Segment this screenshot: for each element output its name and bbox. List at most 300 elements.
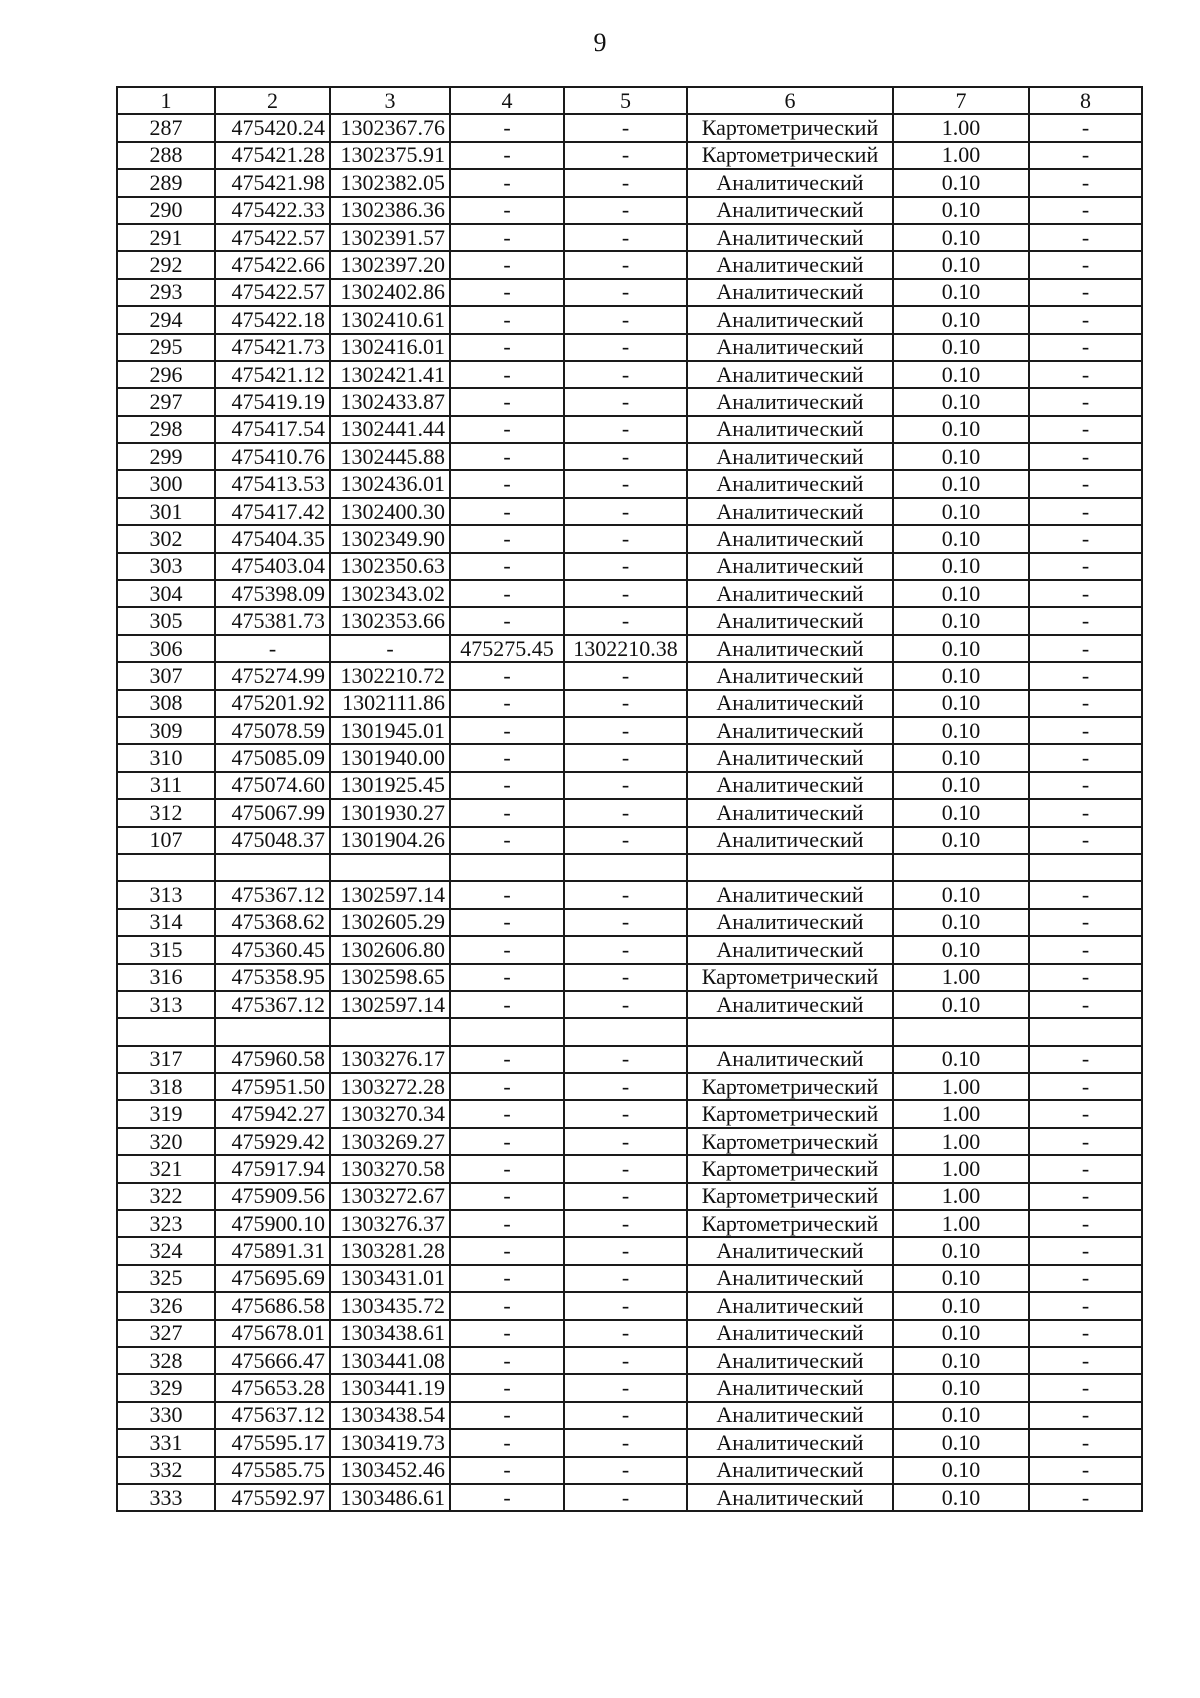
cell-point-number: 327	[117, 1320, 215, 1347]
table-row	[117, 1292, 1142, 1319]
cell-description: -	[1029, 662, 1142, 689]
cell-description: -	[1029, 1320, 1142, 1347]
cell-point-number: 325	[117, 1265, 215, 1292]
cell-accuracy: 0.10	[893, 251, 1029, 278]
cell-method: Аналитический	[687, 334, 893, 361]
cell-point-number: 295	[117, 334, 215, 361]
cell-method: Картометрический	[687, 1128, 893, 1155]
cell-x-coordinate: 475417.42	[215, 498, 330, 525]
cell-y-coordinate-new: -	[564, 580, 687, 607]
cell-description: -	[1029, 1347, 1142, 1374]
cell-y-coordinate: 1303431.01	[330, 1265, 450, 1292]
cell-point-number: 304	[117, 580, 215, 607]
cell-accuracy: 0.10	[893, 279, 1029, 306]
cell-x-coordinate: 475417.54	[215, 416, 330, 443]
cell-point-number: 305	[117, 607, 215, 634]
cell-method: Аналитический	[687, 1320, 893, 1347]
cell-x-coordinate: 475422.33	[215, 197, 330, 224]
cell-x-coordinate-new	[450, 1018, 564, 1045]
cell-method: Аналитический	[687, 936, 893, 963]
cell-y-coordinate-new: -	[564, 1100, 687, 1127]
cell-x-coordinate-new: -	[450, 251, 564, 278]
cell-x-coordinate: 475891.31	[215, 1237, 330, 1264]
cell-x-coordinate-new: -	[450, 1402, 564, 1429]
cell-y-coordinate: 1302606.80	[330, 936, 450, 963]
table-row	[117, 1429, 1142, 1456]
cell-accuracy	[893, 1018, 1029, 1045]
cell-accuracy: 0.10	[893, 1292, 1029, 1319]
cell-y-coordinate-new: -	[564, 443, 687, 470]
cell-description: -	[1029, 799, 1142, 826]
cell-method: Аналитический	[687, 361, 893, 388]
cell-x-coordinate-new: -	[450, 1429, 564, 1456]
cell-y-coordinate: 1302400.30	[330, 498, 450, 525]
cell-description: -	[1029, 1183, 1142, 1210]
table-row	[117, 114, 1142, 141]
cell-accuracy: 0.10	[893, 361, 1029, 388]
cell-x-coordinate: 475404.35	[215, 525, 330, 552]
cell-point-number: 312	[117, 799, 215, 826]
table-row	[117, 827, 1142, 854]
cell-x-coordinate-new: -	[450, 1320, 564, 1347]
table-row	[117, 1210, 1142, 1237]
cell-y-coordinate-new: -	[564, 142, 687, 169]
cell-x-coordinate-new: -	[450, 553, 564, 580]
cell-point-number: 324	[117, 1237, 215, 1264]
cell-point-number: 288	[117, 142, 215, 169]
cell-point-number: 298	[117, 416, 215, 443]
cell-description: -	[1029, 1484, 1142, 1511]
cell-description: -	[1029, 881, 1142, 908]
cell-accuracy: 0.10	[893, 197, 1029, 224]
cell-method: Аналитический	[687, 580, 893, 607]
table-row	[117, 936, 1142, 963]
cell-description: -	[1029, 525, 1142, 552]
cell-method: Аналитический	[687, 799, 893, 826]
table-row	[117, 1155, 1142, 1182]
cell-point-number: 107	[117, 827, 215, 854]
cell-point-number: 287	[117, 114, 215, 141]
table-row	[117, 580, 1142, 607]
cell-x-coordinate: 475695.69	[215, 1265, 330, 1292]
table-body	[117, 114, 1142, 1511]
cell-point-number: 301	[117, 498, 215, 525]
cell-x-coordinate: 475678.01	[215, 1320, 330, 1347]
cell-x-coordinate-new: -	[450, 1484, 564, 1511]
cell-point-number: 315	[117, 936, 215, 963]
cell-x-coordinate: 475410.76	[215, 443, 330, 470]
cell-description: -	[1029, 224, 1142, 251]
table-row	[117, 799, 1142, 826]
cell-method: Аналитический	[687, 251, 893, 278]
cell-x-coordinate: 475585.75	[215, 1457, 330, 1484]
cell-y-coordinate: 1303276.37	[330, 1210, 450, 1237]
cell-accuracy: 0.10	[893, 690, 1029, 717]
cell-x-coordinate-new: -	[450, 1292, 564, 1319]
cell-y-coordinate-new: -	[564, 1429, 687, 1456]
cell-x-coordinate-new: -	[450, 498, 564, 525]
cell-point-number: 306	[117, 635, 215, 662]
cell-description	[1029, 854, 1142, 881]
cell-y-coordinate: 1303270.34	[330, 1100, 450, 1127]
cell-accuracy: 0.10	[893, 443, 1029, 470]
table-row	[117, 169, 1142, 196]
cell-y-coordinate: 1303270.58	[330, 1155, 450, 1182]
table-row	[117, 388, 1142, 415]
cell-y-coordinate: 1302441.44	[330, 416, 450, 443]
cell-y-coordinate: 1301930.27	[330, 799, 450, 826]
table-row	[117, 1484, 1142, 1511]
cell-point-number: 328	[117, 1347, 215, 1374]
cell-y-coordinate: 1303276.17	[330, 1046, 450, 1073]
table-row	[117, 224, 1142, 251]
cell-method: Аналитический	[687, 224, 893, 251]
cell-x-coordinate: 475951.50	[215, 1073, 330, 1100]
cell-y-coordinate-new: -	[564, 1183, 687, 1210]
cell-point-number: 318	[117, 1073, 215, 1100]
header-cell-1: 1	[117, 87, 215, 114]
cell-x-coordinate-new: -	[450, 1347, 564, 1374]
cell-x-coordinate-new: -	[450, 334, 564, 361]
table-row	[117, 744, 1142, 771]
cell-x-coordinate: 475960.58	[215, 1046, 330, 1073]
cell-x-coordinate: 475398.09	[215, 580, 330, 607]
header-cell-5: 5	[564, 87, 687, 114]
cell-y-coordinate-new: -	[564, 416, 687, 443]
cell-y-coordinate: 1302391.57	[330, 224, 450, 251]
cell-method: Аналитический	[687, 607, 893, 634]
cell-accuracy: 0.10	[893, 1402, 1029, 1429]
cell-x-coordinate-new: -	[450, 827, 564, 854]
cell-method: Аналитический	[687, 279, 893, 306]
cell-y-coordinate-new: -	[564, 197, 687, 224]
cell-point-number: 294	[117, 306, 215, 333]
cell-y-coordinate: 1303281.28	[330, 1237, 450, 1264]
cell-x-coordinate: 475421.12	[215, 361, 330, 388]
cell-accuracy: 0.10	[893, 909, 1029, 936]
cell-method	[687, 1018, 893, 1045]
cell-description: -	[1029, 470, 1142, 497]
cell-y-coordinate-new: -	[564, 1237, 687, 1264]
cell-method: Картометрический	[687, 1100, 893, 1127]
table-row	[117, 553, 1142, 580]
table-row	[117, 1018, 1142, 1045]
cell-y-coordinate: 1302402.86	[330, 279, 450, 306]
cell-method: Аналитический	[687, 1402, 893, 1429]
cell-accuracy: 0.10	[893, 525, 1029, 552]
cell-y-coordinate: 1302433.87	[330, 388, 450, 415]
cell-y-coordinate: 1302382.05	[330, 169, 450, 196]
cell-description: -	[1029, 1457, 1142, 1484]
cell-accuracy: 0.10	[893, 553, 1029, 580]
cell-method: Аналитический	[687, 1457, 893, 1484]
cell-y-coordinate: 1302111.86	[330, 690, 450, 717]
cell-x-coordinate-new: -	[450, 580, 564, 607]
table-row	[117, 525, 1142, 552]
cell-description: -	[1029, 197, 1142, 224]
cell-y-coordinate-new: -	[564, 690, 687, 717]
cell-accuracy: 1.00	[893, 964, 1029, 991]
cell-y-coordinate: 1303435.72	[330, 1292, 450, 1319]
cell-y-coordinate-new: -	[564, 964, 687, 991]
cell-y-coordinate-new: -	[564, 498, 687, 525]
table-row	[117, 361, 1142, 388]
cell-y-coordinate: 1302421.41	[330, 361, 450, 388]
cell-x-coordinate-new: -	[450, 306, 564, 333]
cell-point-number: 296	[117, 361, 215, 388]
cell-x-coordinate-new: -	[450, 909, 564, 936]
cell-x-coordinate: 475909.56	[215, 1183, 330, 1210]
header-cell-3: 3	[330, 87, 450, 114]
cell-point-number: 311	[117, 772, 215, 799]
cell-x-coordinate: 475422.18	[215, 306, 330, 333]
cell-accuracy: 0.10	[893, 1046, 1029, 1073]
cell-x-coordinate-new: -	[450, 142, 564, 169]
cell-method: Аналитический	[687, 744, 893, 771]
cell-method: Аналитический	[687, 881, 893, 908]
cell-x-coordinate-new: -	[450, 525, 564, 552]
table-row	[117, 1374, 1142, 1401]
cell-accuracy: 0.10	[893, 334, 1029, 361]
cell-method: Аналитический	[687, 1347, 893, 1374]
cell-y-coordinate: 1301925.45	[330, 772, 450, 799]
cell-y-coordinate-new: -	[564, 1347, 687, 1374]
cell-accuracy: 1.00	[893, 114, 1029, 141]
cell-method: Аналитический	[687, 1484, 893, 1511]
cell-point-number: 307	[117, 662, 215, 689]
cell-y-coordinate-new: -	[564, 991, 687, 1018]
cell-point-number: 316	[117, 964, 215, 991]
cell-y-coordinate-new: -	[564, 1128, 687, 1155]
cell-y-coordinate: 1302397.20	[330, 251, 450, 278]
cell-description: -	[1029, 306, 1142, 333]
cell-y-coordinate: 1302410.61	[330, 306, 450, 333]
cell-accuracy: 0.10	[893, 470, 1029, 497]
table-row	[117, 635, 1142, 662]
cell-accuracy: 0.10	[893, 936, 1029, 963]
header-cell-6: 6	[687, 87, 893, 114]
cell-description: -	[1029, 1155, 1142, 1182]
cell-x-coordinate: 475403.04	[215, 553, 330, 580]
cell-x-coordinate: 475274.99	[215, 662, 330, 689]
cell-accuracy: 1.00	[893, 1100, 1029, 1127]
cell-point-number: 299	[117, 443, 215, 470]
cell-x-coordinate-new: -	[450, 662, 564, 689]
table-row	[117, 251, 1142, 278]
cell-method: Аналитический	[687, 1237, 893, 1264]
cell-method: Аналитический	[687, 635, 893, 662]
cell-y-coordinate	[330, 1018, 450, 1045]
cell-y-coordinate-new: -	[564, 799, 687, 826]
cell-accuracy: 0.10	[893, 1347, 1029, 1374]
cell-method: Аналитический	[687, 690, 893, 717]
cell-accuracy: 0.10	[893, 772, 1029, 799]
cell-description: -	[1029, 334, 1142, 361]
cell-point-number: 303	[117, 553, 215, 580]
cell-accuracy: 0.10	[893, 827, 1029, 854]
cell-y-coordinate-new: -	[564, 1292, 687, 1319]
cell-description: -	[1029, 1429, 1142, 1456]
cell-x-coordinate-new: -	[450, 690, 564, 717]
cell-y-coordinate-new: -	[564, 607, 687, 634]
cell-y-coordinate-new: -	[564, 881, 687, 908]
cell-x-coordinate: 475422.66	[215, 251, 330, 278]
cell-x-coordinate-new: -	[450, 1237, 564, 1264]
cell-point-number: 309	[117, 717, 215, 744]
cell-x-coordinate	[215, 854, 330, 881]
cell-point-number: 323	[117, 1210, 215, 1237]
cell-x-coordinate: 475666.47	[215, 1347, 330, 1374]
cell-x-coordinate: 475201.92	[215, 690, 330, 717]
cell-method: Аналитический	[687, 1429, 893, 1456]
cell-point-number: 313	[117, 881, 215, 908]
cell-accuracy: 1.00	[893, 1183, 1029, 1210]
cell-y-coordinate-new: -	[564, 1155, 687, 1182]
cell-x-coordinate-new: -	[450, 772, 564, 799]
cell-method: Аналитический	[687, 827, 893, 854]
cell-accuracy: 0.10	[893, 580, 1029, 607]
table-row	[117, 279, 1142, 306]
cell-description: -	[1029, 1073, 1142, 1100]
cell-y-coordinate-new: 1302210.38	[564, 635, 687, 662]
cell-x-coordinate-new: -	[450, 1374, 564, 1401]
cell-y-coordinate: -	[330, 635, 450, 662]
cell-x-coordinate-new: -	[450, 114, 564, 141]
cell-x-coordinate: 475085.09	[215, 744, 330, 771]
cell-y-coordinate-new: -	[564, 334, 687, 361]
cell-x-coordinate-new: -	[450, 388, 564, 415]
table-row	[117, 1320, 1142, 1347]
table-row	[117, 1100, 1142, 1127]
cell-y-coordinate-new: -	[564, 361, 687, 388]
cell-y-coordinate: 1302350.63	[330, 553, 450, 580]
cell-description: -	[1029, 498, 1142, 525]
cell-description: -	[1029, 827, 1142, 854]
cell-y-coordinate-new: -	[564, 1073, 687, 1100]
cell-description: -	[1029, 607, 1142, 634]
cell-x-coordinate-new: -	[450, 224, 564, 251]
cell-method: Аналитический	[687, 443, 893, 470]
cell-x-coordinate-new: -	[450, 416, 564, 443]
cell-y-coordinate: 1302353.66	[330, 607, 450, 634]
cell-x-coordinate: 475686.58	[215, 1292, 330, 1319]
cell-y-coordinate-new: -	[564, 169, 687, 196]
cell-accuracy: 0.10	[893, 224, 1029, 251]
cell-point-number: 292	[117, 251, 215, 278]
cell-x-coordinate-new: 475275.45	[450, 635, 564, 662]
cell-accuracy: 0.10	[893, 607, 1029, 634]
cell-x-coordinate: 475360.45	[215, 936, 330, 963]
cell-x-coordinate-new: -	[450, 1046, 564, 1073]
table-row	[117, 1128, 1142, 1155]
cell-point-number: 314	[117, 909, 215, 936]
cell-accuracy: 1.00	[893, 1073, 1029, 1100]
table-row	[117, 1347, 1142, 1374]
cell-method: Аналитический	[687, 498, 893, 525]
cell-accuracy: 0.10	[893, 1484, 1029, 1511]
cell-x-coordinate-new: -	[450, 279, 564, 306]
cell-point-number: 302	[117, 525, 215, 552]
cell-point-number: 319	[117, 1100, 215, 1127]
cell-method: Аналитический	[687, 525, 893, 552]
cell-x-coordinate: 475592.97	[215, 1484, 330, 1511]
table-row	[117, 1073, 1142, 1100]
table-row	[117, 662, 1142, 689]
cell-method: Картометрический	[687, 1183, 893, 1210]
cell-x-coordinate: 475637.12	[215, 1402, 330, 1429]
cell-method: Аналитический	[687, 991, 893, 1018]
cell-x-coordinate-new: -	[450, 1265, 564, 1292]
header-cell-4: 4	[450, 87, 564, 114]
table-row	[117, 306, 1142, 333]
header-row	[117, 87, 1142, 114]
cell-x-coordinate-new: -	[450, 361, 564, 388]
cell-method: Картометрический	[687, 114, 893, 141]
cell-point-number: 308	[117, 690, 215, 717]
cell-x-coordinate-new: -	[450, 936, 564, 963]
cell-method: Аналитический	[687, 197, 893, 224]
cell-accuracy: 0.10	[893, 169, 1029, 196]
cell-y-coordinate: 1303441.08	[330, 1347, 450, 1374]
cell-x-coordinate-new: -	[450, 1183, 564, 1210]
cell-y-coordinate	[330, 854, 450, 881]
table-row	[117, 1402, 1142, 1429]
cell-method	[687, 854, 893, 881]
cell-x-coordinate-new: -	[450, 197, 564, 224]
cell-y-coordinate-new: -	[564, 306, 687, 333]
cell-y-coordinate: 1302416.01	[330, 334, 450, 361]
cell-x-coordinate: 475421.73	[215, 334, 330, 361]
cell-description: -	[1029, 1100, 1142, 1127]
table-header	[117, 87, 1142, 114]
header-cell-7: 7	[893, 87, 1029, 114]
cell-y-coordinate-new: -	[564, 772, 687, 799]
cell-method: Аналитический	[687, 662, 893, 689]
cell-accuracy: 0.10	[893, 662, 1029, 689]
cell-y-coordinate-new: -	[564, 1210, 687, 1237]
cell-y-coordinate: 1302436.01	[330, 470, 450, 497]
header-cell-8: 8	[1029, 87, 1142, 114]
cell-accuracy: 0.10	[893, 416, 1029, 443]
table-row	[117, 416, 1142, 443]
cell-y-coordinate: 1302349.90	[330, 525, 450, 552]
cell-method: Аналитический	[687, 388, 893, 415]
cell-point-number: 331	[117, 1429, 215, 1456]
table-row	[117, 991, 1142, 1018]
cell-point-number: 330	[117, 1402, 215, 1429]
cell-description: -	[1029, 142, 1142, 169]
cell-y-coordinate: 1303441.19	[330, 1374, 450, 1401]
cell-x-coordinate: 475929.42	[215, 1128, 330, 1155]
cell-y-coordinate-new: -	[564, 251, 687, 278]
cell-point-number: 290	[117, 197, 215, 224]
cell-point-number: 310	[117, 744, 215, 771]
cell-description: -	[1029, 1128, 1142, 1155]
cell-accuracy: 0.10	[893, 1457, 1029, 1484]
cell-x-coordinate-new: -	[450, 169, 564, 196]
cell-accuracy: 0.10	[893, 1374, 1029, 1401]
cell-accuracy: 0.10	[893, 1237, 1029, 1264]
cell-description: -	[1029, 114, 1142, 141]
cell-description: -	[1029, 1237, 1142, 1264]
cell-x-coordinate-new: -	[450, 1457, 564, 1484]
cell-accuracy: 0.10	[893, 635, 1029, 662]
cell-y-coordinate: 1302605.29	[330, 909, 450, 936]
cell-description: -	[1029, 991, 1142, 1018]
cell-point-number: 300	[117, 470, 215, 497]
cell-point-number: 326	[117, 1292, 215, 1319]
cell-x-coordinate: 475917.94	[215, 1155, 330, 1182]
